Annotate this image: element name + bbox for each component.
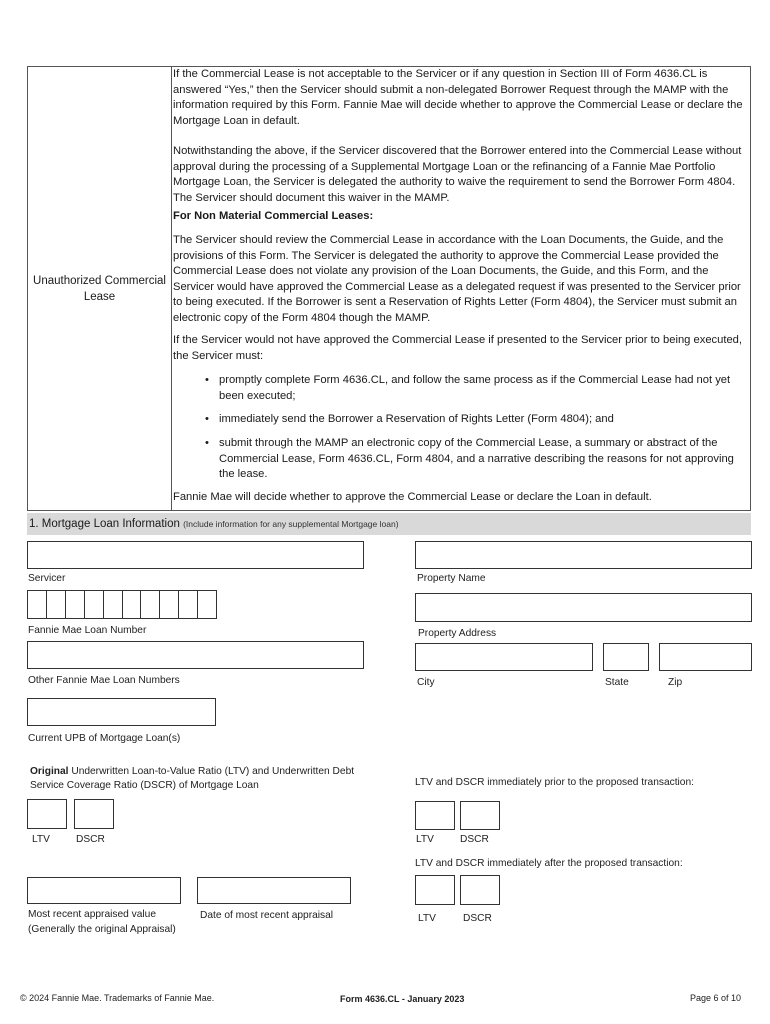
property-address-label: Property Address (418, 628, 497, 639)
footer-form-id: Form 4636.CL - January 2023 (340, 994, 465, 1004)
loan-number-digit[interactable] (179, 591, 198, 618)
loan-number-label: Fannie Mae Loan Number (28, 625, 147, 636)
appraised-value-label: Most recent appraised value (28, 909, 156, 920)
servicer-field[interactable] (27, 541, 364, 569)
list-item: • promptly complete Form 4636.CL, and follow the same process as if the Commercial Lease had not yet been executed; (203, 373, 743, 404)
appraisal-date-label: Date of most recent appraisal (200, 910, 334, 921)
subheading-non-material: For Non Material Commercial Leases: (173, 210, 374, 222)
other-loan-numbers-field[interactable] (27, 641, 364, 669)
current-upb-field[interactable] (27, 698, 216, 726)
state-field[interactable] (603, 643, 649, 671)
original-dscr-label: DSCR (76, 834, 105, 845)
row-label-text: Unauthorized Commercial Lease (33, 274, 166, 303)
prior-ltv-label: LTV (416, 834, 434, 845)
loan-number-digit[interactable] (141, 591, 160, 618)
zip-label: Zip (668, 677, 683, 688)
loan-number-digit[interactable] (160, 591, 179, 618)
loan-number-digit[interactable] (198, 591, 216, 618)
servicer-label: Servicer (28, 573, 66, 584)
prior-dscr-label: DSCR (460, 834, 489, 845)
current-upb-label: Current UPB of Mortgage Loan(s) (28, 733, 181, 744)
list-item: • submit through the MAMP an electronic copy of the Commercial Lease, a summary or abstract of the Commercial Lease, Form 4636.CL, Form 4804, and a narrative describing the reasons for not approving the lease. (203, 436, 743, 483)
original-ltv-label: LTV (32, 834, 50, 845)
table-divider (171, 66, 172, 511)
footer-copyright: © 2024 Fannie Mae. Trademarks of Fannie Mae. (20, 993, 215, 1003)
after-ltv-field[interactable] (415, 875, 455, 905)
loan-number-field[interactable] (27, 590, 217, 619)
loan-number-digit[interactable] (66, 591, 85, 618)
action-list (203, 436, 743, 483)
appraised-value-note: (Generally the original Appraisal) (28, 924, 176, 935)
table-row-label (28, 66, 171, 511)
property-name-label: Property Name (417, 573, 486, 584)
loan-number-digit[interactable] (123, 591, 142, 618)
zip-field[interactable] (659, 643, 752, 671)
property-name-field[interactable] (415, 541, 752, 569)
prior-ltv-field[interactable] (415, 801, 455, 830)
original-ltv-dscr-label (30, 765, 360, 793)
action-list (203, 412, 743, 428)
section-note: (Include information for any supplemental Mortgage loan) (183, 519, 399, 529)
loan-number-digit[interactable] (28, 591, 47, 618)
paragraph-review: The Servicer should review the Commercial Lease in accordance with the Loan Documents, the Guide, and the provisions of this Form. The Servicer is delegated the authority to approve the Commercial Lease provided the Commercial Lease does not violate any provision of the Loan Documents, the Guide, and this Form, and the Servicer would have approved the Commercial Lease as a delegated request if was presented to the Servicer prior to being executed. If the Borrower is sent a Reservation of Rights Letter (Form 4804), the Servicer must submit an electronic copy of the Form 4804 though the MAMP. (173, 234, 741, 324)
appraisal-date-field[interactable] (197, 877, 351, 904)
prior-heading: LTV and DSCR immediately prior to the proposed transaction: (415, 777, 694, 788)
original-text: Underwritten Loan-to-Value Ratio (LTV) and Underwritten Debt Service Coverage Ratio (DSCR) of Mortgage Loan (30, 766, 355, 791)
prior-dscr-field[interactable] (460, 801, 500, 830)
after-dscr-label: DSCR (463, 913, 492, 924)
property-address-field[interactable] (415, 593, 752, 622)
appraised-value-field[interactable] (27, 877, 181, 904)
after-dscr-field[interactable] (460, 875, 500, 905)
loan-number-digit[interactable] (47, 591, 66, 618)
state-label: State (605, 677, 629, 688)
loan-number-digit[interactable] (104, 591, 123, 618)
section-title: 1. Mortgage Loan Information (29, 518, 180, 530)
footer-page-number: Page 6 of 10 (690, 993, 742, 1003)
original-dscr-field[interactable] (74, 799, 114, 829)
other-loan-numbers-label: Other Fannie Mae Loan Numbers (28, 675, 180, 686)
city-field[interactable] (415, 643, 593, 671)
section-header (27, 513, 751, 535)
paragraph-would-not-approve: If the Servicer would not have approved the Commercial Lease if presented to the Servicer prior to being executed, the Servicer must: (173, 334, 743, 362)
original-ltv-field[interactable] (27, 799, 67, 829)
after-heading: LTV and DSCR immediately after the proposed transaction: (415, 858, 683, 869)
loan-number-digit[interactable] (85, 591, 104, 618)
city-label: City (417, 677, 435, 688)
paragraph-not-acceptable: If the Commercial Lease is not acceptable to the Servicer or if any question in Section III of Form 4636.CL is answered “Yes,” then the Servicer should submit a non-delegated Borrower Request through the MAMP with the information required by this Form. Fannie Mae will decide whether to approve the Commercial Lease or declare the Mortgage Loan in default. (173, 68, 743, 127)
action-list (203, 373, 743, 404)
paragraph-notwithstanding: Notwithstanding the above, if the Servicer discovered that the Borrower entered into the Commercial Lease without approval during the processing of a Supplemental Mortgage Loan or the refinancing of a Fannie Mae Portfolio Mortgage Loan, the Servicer is delegated the authority to waive the requirement to send the Borrower Form 4804. The Servicer should document this waiver in the MAMP. (173, 145, 742, 204)
list-item: • immediately send the Borrower a Reservation of Rights Letter (Form 4804); and (203, 412, 743, 428)
after-ltv-label: LTV (418, 913, 436, 924)
paragraph-decide: Fannie Mae will decide whether to approve the Commercial Lease or declare the Loan in default. (173, 491, 652, 503)
original-bold: Original (30, 766, 69, 777)
